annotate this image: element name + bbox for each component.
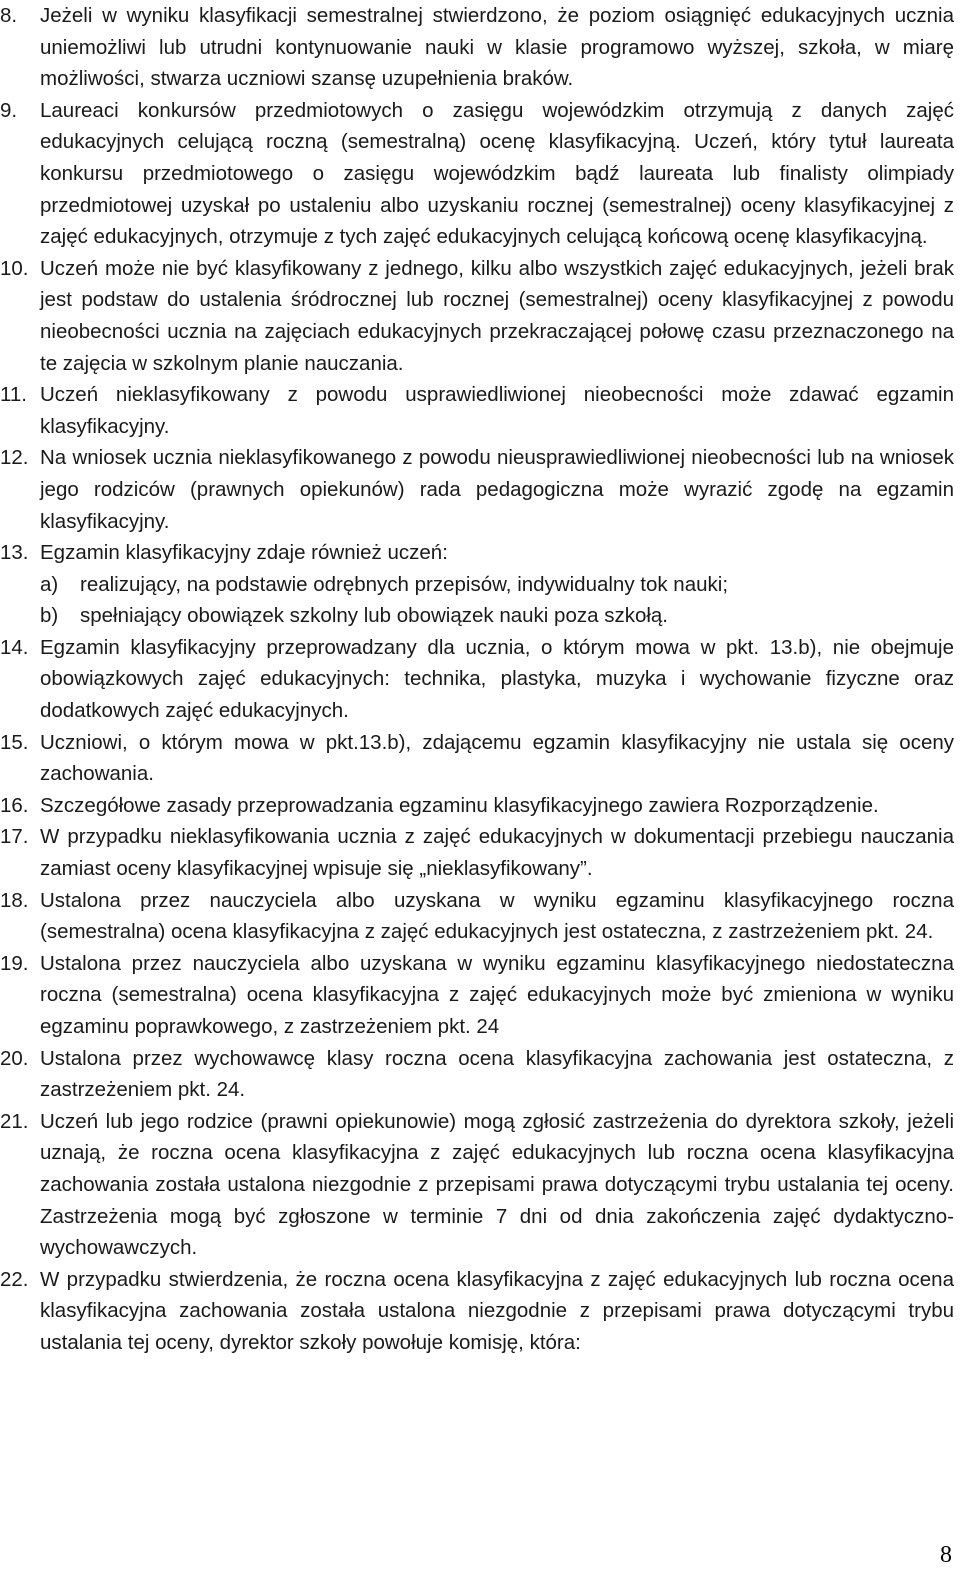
sub-item-letter: a) [40, 572, 59, 596]
item-text: Ustalona przez wychowawcę klasy roczna ocena klasyfikacyjna zachowania jest ostateczna, z zastrzeżeniem pkt. 24. [40, 1046, 954, 1102]
item-number: 9. [0, 98, 18, 122]
list-item [0, 0, 960, 95]
item-text: Uczeń lub jego rodzice (prawni opiekunowie) mogą zgłosić zastrzeżenia do dyrektora szkoły, jeżeli uznają, że roczna ocena klasyfikacyjna z zajęć edukacyjnych lub roczna ocena klasyfikacyjna zachowania została ustalona niezgodnie z przepisami prawa dotyczącymi trybu ustalania tej oceny. Zastrzeżenia mogą być zgłoszone w terminie 7 dni od dnia zakończenia zajęć dydaktyczno-wychowawczych. [40, 1109, 954, 1260]
list-item [0, 790, 960, 822]
list-item [0, 1264, 960, 1359]
item-number: 20. [0, 1046, 29, 1070]
list-item [0, 885, 960, 948]
item-text: Laureaci konkursów przedmiotowych o zasięgu wojewódzkim otrzymują z danych zajęć edukacyjnych celującą roczną (semestralną) ocenę klasyfikacyjną. Uczeń, który tytuł laureata konkursu przedmiotowego o zasięgu wojewódzkim bądź laureata lub finalisty olimpiady przedmiotowej uzyskał po ustaleniu albo uzyskaniu rocznej (semestralnej) oceny klasyfikacyjnej z zajęć edukacyjnych, otrzymuje z tych zajęć edukacyjnych celującą końcową ocenę klasyfikacyjną. [40, 98, 954, 249]
item-number: 15. [0, 730, 29, 754]
list-item [0, 1043, 960, 1106]
item-text: Uczeń nieklasyfikowany z powodu usprawiedliwionej nieobecności może zdawać egzamin klasyfikacyjny. [40, 383, 954, 438]
list-item [0, 821, 960, 884]
item-number: 16. [0, 793, 29, 817]
item-text: Ustalona przez nauczyciela albo uzyskana w wyniku egzaminu klasyfikacyjnego roczna (semestralna) ocena klasyfikacyjna z zajęć edukacyjnych jest ostateczna, z zastrzeżeniem pkt. 24. [40, 888, 954, 944]
sub-item-text: spełniający obowiązek szkolny lub obowiązek nauki poza szkołą. [80, 604, 668, 628]
item-number: 10. [0, 256, 29, 280]
list-item [0, 727, 960, 790]
sub-item-letter: b) [40, 604, 59, 628]
sub-item [40, 600, 954, 632]
item-text: Na wniosek ucznia nieklasyfikowanego z powodu nieusprawiedliwionej nieobecności lub na wniosek jego rodziców (prawnych opiekunów) rada pedagogiczna może wyrazić zgodę na egzamin klasyfikacyjny. [40, 446, 954, 533]
list-item [0, 379, 960, 442]
item-text: Uczeń może nie być klasyfikowany z jednego, kilku albo wszystkich zajęć edukacyjnych, jeżeli brak jest podstaw do ustalenia śródrocznej lub rocznej (semestralnej) oceny klasyfikacyjnej z powodu nieobecności ucznia na zajęciach edukacyjnych przekraczającej połowę czasu przeznaczonego na te zajęcia w szkolnym planie nauczania. [40, 256, 954, 375]
list-item [0, 537, 960, 632]
list-item [0, 253, 960, 379]
item-number: 12. [0, 446, 29, 470]
item-text: Jeżeli w wyniku klasyfikacji semestralnej stwierdzono, że poziom osiągnięć edukacyjnych ucznia uniemożliwi lub utrudni kontynuowanie nauki w klasie programowo wyższej, szkoła, w miarę możliwości, stwarza uczniowi szansę uzupełnienia braków. [40, 4, 954, 91]
item-text: Egzamin klasyfikacyjny zdaje również uczeń: [40, 541, 448, 565]
list-item [0, 632, 960, 727]
item-number: 19. [0, 951, 29, 975]
item-text: Egzamin klasyfikacyjny przeprowadzany dla ucznia, o którym mowa w pkt. 13.b), nie obejmuje obowiązkowych zajęć edukacyjnych: technika, plastyka, muzyka i wychowanie fizyczne oraz dodatkowych zajęć edukacyjnych. [40, 635, 954, 723]
list-item [0, 442, 960, 537]
item-number: 17. [0, 825, 29, 849]
item-number: 11. [0, 383, 27, 407]
list-item [0, 95, 960, 253]
item-number: 14. [0, 635, 29, 659]
item-number: 8. [0, 4, 18, 27]
item-number: 22. [0, 1267, 29, 1291]
page-number: 8 [940, 1542, 952, 1568]
sub-item-text: realizujący, na podstawie odrębnych przepisów, indywidualny tok nauki; [80, 572, 729, 596]
item-number: 21. [0, 1109, 29, 1133]
item-text: W przypadku nieklasyfikowania ucznia z zajęć edukacyjnych w dokumentacji przebiegu nauczania zamiast oceny klasyfikacyjnej wpisuje się „nieklasyfikowany”. [40, 825, 954, 881]
item-text: Uczniowi, o którym mowa w pkt.13.b), zdającemu egzamin klasyfikacyjny nie ustala się oceny zachowania. [40, 730, 954, 786]
item-text: Szczegółowe zasady przeprowadzania egzaminu klasyfikacyjnego zawiera Rozporządzenie. [40, 793, 879, 817]
item-number: 18. [0, 888, 29, 912]
sub-item [40, 569, 954, 601]
list-item [0, 1106, 960, 1264]
item-number: 13. [0, 541, 29, 565]
item-text: Ustalona przez nauczyciela albo uzyskana w wyniku egzaminu klasyfikacyjnego niedostateczna roczna (semestralna) ocena klasyfikacyjna z zajęć edukacyjnych może być zmieniona w wyniku egzaminu poprawkowego, z zastrzeżeniem pkt. 24 [40, 951, 954, 1038]
item-text: W przypadku stwierdzenia, że roczna ocena klasyfikacyjna z zajęć edukacyjnych lub roczna ocena klasyfikacyjna zachowania została ustalona niezgodnie z przepisami prawa dotyczącymi trybu ustalania tej oceny, dyrektor szkoły powołuje komisję, która: [40, 1267, 954, 1354]
list-item [0, 948, 960, 1043]
